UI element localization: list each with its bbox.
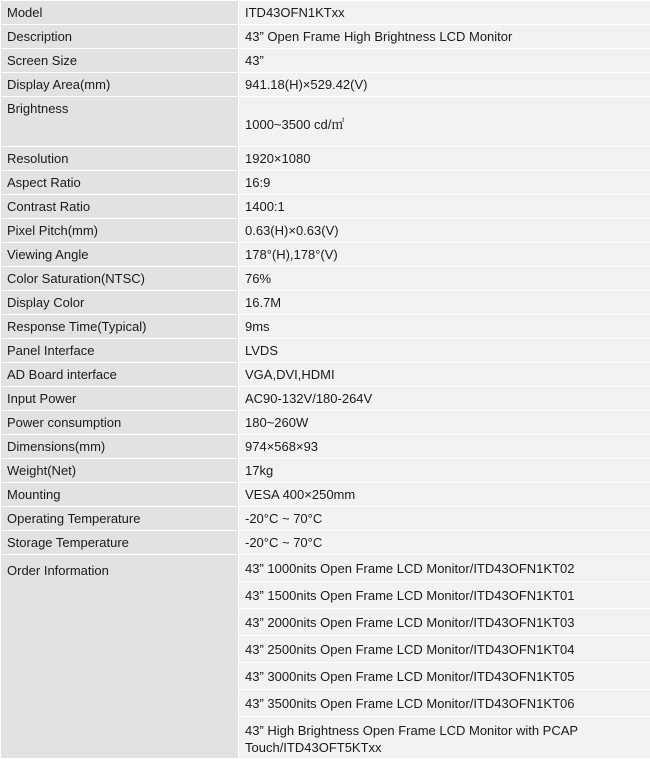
order-label: Order Information [1,555,239,759]
spec-label: Panel Interface [1,339,239,363]
spec-value: 1400:1 [239,195,650,219]
order-item: 43” 2000nits Open Frame LCD Monitor/ITD43OFN1KT03 [239,609,650,636]
spec-value: 178°(H),178°(V) [239,243,650,267]
spec-row-power-consumption [1,411,650,435]
spec-row-operating-temperature [1,507,650,531]
order-item: 43” 2500nits Open Frame LCD Monitor/ITD43OFN1KT04 [239,636,650,663]
order-item: 43” 1000nits Open Frame LCD Monitor/ITD43OFN1KT02 [239,555,650,582]
spec-row-order-information [1,555,650,759]
order-item: 43” 1500nits Open Frame LCD Monitor/ITD43OFN1KT01 [239,582,650,609]
spec-label: AD Board interface [1,363,239,387]
spec-row-resolution [1,147,650,171]
spec-row-storage-temperature [1,531,650,555]
order-item: 43” 3500nits Open Frame LCD Monitor/ITD43OFN1KT06 [239,690,650,717]
spec-label: Aspect Ratio [1,171,239,195]
spec-label: Dimensions(mm) [1,435,239,459]
spec-value: 16.7M [239,291,650,315]
spec-row-dimensions [1,435,650,459]
spec-value: LVDS [239,339,650,363]
spec-label: Description [1,25,239,49]
spec-value: VGA,DVI,HDMI [239,363,650,387]
spec-label: Resolution [1,147,239,171]
spec-label: Mounting [1,483,239,507]
spec-label: Pixel Pitch(mm) [1,219,239,243]
spec-value: 76% [239,267,650,291]
spec-row-screen-size [1,49,650,73]
spec-row-description [1,25,650,49]
spec-row-model [1,1,650,25]
spec-row-contrast-ratio [1,195,650,219]
order-item: 43” 3000nits Open Frame LCD Monitor/ITD43OFN1KT05 [239,663,650,690]
spec-label: Power consumption [1,411,239,435]
spec-label: Display Area(mm) [1,73,239,97]
spec-value: -20°C ~ 70°C [239,531,650,555]
spec-value: ITD43OFN1KTxx [239,1,650,25]
order-list [239,555,650,759]
spec-value: 0.63(H)×0.63(V) [239,219,650,243]
spec-row-color-saturation [1,267,650,291]
spec-row-display-area [1,73,650,97]
spec-row-display-color [1,291,650,315]
spec-value: 974×568×93 [239,435,650,459]
spec-value: 941.18(H)×529.42(V) [239,73,650,97]
spec-row-brightness [1,97,650,147]
spec-value: 16:9 [239,171,650,195]
spec-value: -20°C ~ 70°C [239,507,650,531]
spec-value: 9ms [239,315,650,339]
spec-row-pixel-pitch [1,219,650,243]
spec-label: Viewing Angle [1,243,239,267]
order-item: 43” High Brightness Open Frame LCD Monitor with PCAP Touch/ITD43OFT5KTxx [239,717,650,758]
spec-value: 43” Open Frame High Brightness LCD Monitor [239,25,650,49]
spec-value: 180~260W [239,411,650,435]
spec-label: Display Color [1,291,239,315]
spec-value: 17kg [239,459,650,483]
spec-row-response-time [1,315,650,339]
spec-label: Model [1,1,239,25]
spec-label: Screen Size [1,49,239,73]
spec-label: Response Time(Typical) [1,315,239,339]
spec-label: Color Saturation(NTSC) [1,267,239,291]
spec-value: 1920×1080 [239,147,650,171]
spec-row-input-power [1,387,650,411]
spec-value: VESA 400×250mm [239,483,650,507]
spec-label: Operating Temperature [1,507,239,531]
spec-label: Brightness [1,97,239,147]
spec-value: AC90-132V/180-264V [239,387,650,411]
spec-row-weight [1,459,650,483]
spec-row-panel-interface [1,339,650,363]
spec-label: Contrast Ratio [1,195,239,219]
spec-row-ad-board-interface [1,363,650,387]
spec-label: Input Power [1,387,239,411]
spec-label: Weight(Net) [1,459,239,483]
spec-label: Storage Temperature [1,531,239,555]
spec-value: 43” [239,49,650,73]
spec-value: 1000~3500 cd/㎡ [239,97,650,147]
spec-row-aspect-ratio [1,171,650,195]
spec-row-viewing-angle [1,243,650,267]
spec-row-mounting [1,483,650,507]
